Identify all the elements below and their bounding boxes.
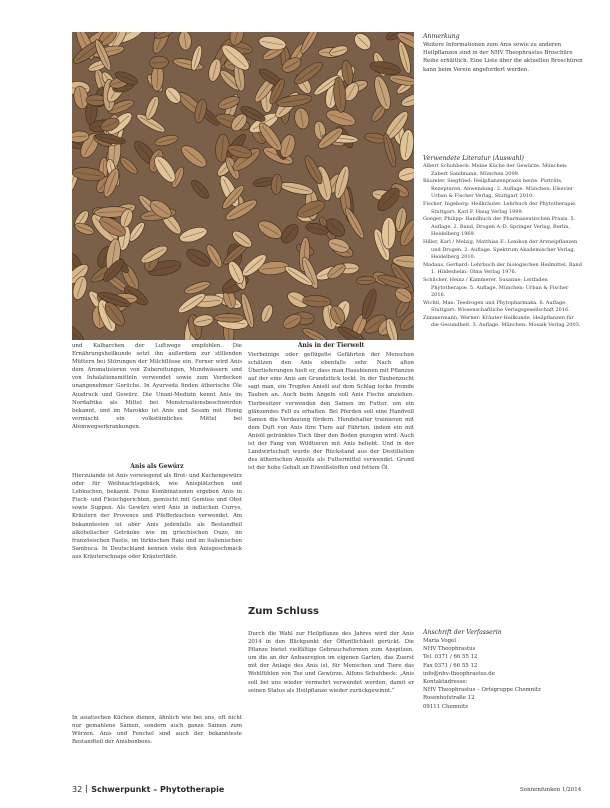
section-title: Schwerpunkt – Phytotherapie <box>91 785 225 794</box>
literature-item: Goeger, Philipp: Handbuch der Pharmazeutischen Praxis. 5. Auflage, 2. Band, Drogen A–D. Springer Verlag, Berlin, Heidelberg 1969. <box>423 216 576 238</box>
address-line: 09111 Chemnitz <box>423 703 468 710</box>
column-1-gewuerz <box>72 472 242 561</box>
address-list <box>423 637 583 711</box>
paragraph-gewuerz: Hierzulande ist Anis vorwiegend als Brot- und Kuchengewürz oder für Weihnachtsgebäck, wie Anisplätzchen und Lebkuchen, bekannt. Feine Kombinationen ergeben Anis in Fisch- und Fleischgerichten, gemischt mit Gemüse und Obst sowie Suppen. Als Gewürz wird Anis in indischen Currys, Kräutern der Provence und Pfefferkuchen verwendet. Am bekanntesten ist aber Anis jedenfalls als Bestandteil alkoholischer Getränke wie im griechischen Ouzo, im französischen Pastis, im türkischen Raki und im italienischen Sambuca. In Deutschland kennen viele den Anisgeschmack aus Kräuterschnaps oder Kräuterlikör. <box>72 473 242 560</box>
footer-divider <box>86 785 87 793</box>
footer-left <box>72 785 224 794</box>
heading-anis-tierwelt: Anis in der Tierwelt <box>297 342 365 349</box>
column-2-tierwelt <box>248 351 414 472</box>
address-line: Fax 0371 / 66 55 12 <box>423 662 478 669</box>
address-line: Maria Vogel <box>423 638 456 644</box>
page-number: 32 <box>72 785 83 794</box>
address-line: Rosenhofstraße 12 <box>423 695 475 702</box>
literature-item: Madaus, Gerhard: Lehrbuch der biologischen Heilmittel. Band 1. Hildesheim: Olms Verlag 1976. <box>423 261 582 276</box>
anmerkung-title: Anmerkung <box>423 33 460 40</box>
literature-title: Verwendete Literatur (Auswahl) <box>423 155 524 162</box>
anise-seed <box>214 313 244 322</box>
anise-seed <box>381 217 396 249</box>
address-line: NHV Theophrastus – Ortsgruppe Chemnitz <box>423 687 541 694</box>
literature-item: Schilcher, Heinz / Kammerer, Susanne: Leitfaden Phytotherapie. 5. Auflage. München: Urban & Fischer 2016. <box>423 276 569 299</box>
literature-list <box>423 163 583 330</box>
anmerkung-text: Weitere Informationen zum Anis sowie zu anderen Heilpflanzen sind in der NHV Theophrastus Broschüre Reihe erhältlich. Eine Liste über die aktuellen Broschüren kann beim Verein angefordert werden. <box>423 42 583 73</box>
footer-issue: Sonnenfunken 1/2014 <box>520 787 582 793</box>
paragraph-schluss: Durch die Wahl zur Heilpflanze des Jahres wird der Anis 2014 in den Blickpunkt der Öffentlichkeit gerückt. Die Pflanze bietet vielfältige Gebrauchsformen zum Anspitzen, um die an der Anbauregion im eigenen Garten, das Zuerst mit der Anlage des Anis ist, für Menschen und Tiere das Wohlfühlen von Tee und Gewürze. Alfons Schuhbeck: „Anis soll bei uns wieder vermehrt verwendet werden, damit er seinen Status als Heilpflanze wieder zurückgewinnt.“ <box>248 631 414 694</box>
literature-item: Fischer, Ingeborg: Heilkräuter. Lehrbuch der Phytotherapie. Stuttgart: Karl F. Haug Verlag 1999. <box>423 200 577 215</box>
paragraph-tierwelt: Vierbeinige oder geflügelte Gefährten der Menschen schätzen den Anis ebenfalls sehr. Nach alten Überlieferungen hielt er, dass man Hausbienen mit Pflanzen auf der eine Anis am Grundstück lockt. In der Taubenzucht sagt man, ein Tropfen Anisöl auf dem Schlag locke fremde Tauben an. Auch beim Angeln soll Anis Fische anziehen. Tierbesitzer verwenden den Samen im Futter, um ein glänzendes Fell zu erhalten. Bei Pferden soll eine Handvoll Samen die Verdauung fördern. Hundehalter trainieren mit dem Duft von Anis ihre Tiere auf Fährten, indem ein mit Anisöl getränktes Tuch über den Boden gezogen wird. Auch ist der Fang von Wildtieren mit Anis beliebt. Und in der Landwirtschaft wurde der Rückstand aus der Destillation des ätherischen Anisöls als Futtermittel verwendet. Grund ist der hohe Gehalt an Eiweißstoffen und fettem Öl. <box>248 352 414 472</box>
column-1-asia <box>72 714 242 746</box>
address-line: Tel. 0371 / 66 55 12 <box>423 654 478 661</box>
literature-item: Wichtl, Max: Teedrogen und Phytopharmaka. 6. Auflage. Stuttgart: Wissenschaftliche Verlagsgesellschaft 2016. <box>423 299 570 314</box>
column-2-schluss <box>248 630 414 695</box>
address-line: Kontaktadresse: <box>423 679 468 686</box>
sidebar-anmerkung <box>423 32 583 74</box>
literature-item: Bäumler, Siegfried: Heilpflanzenpraxis heute. Porträts, Rezepturen, Anwendung. 2. Auflage. München: Elsevier Urban & Fischer Verlag, Stuttgart 2010. <box>423 178 574 200</box>
sidebar-address <box>423 628 583 711</box>
sidebar-literature <box>423 154 583 330</box>
paragraph-intro: und Kalbarchen der Luftwege empfohlen. Die Ernährungsheilkunde setzt ihn außerdem zur stillenden Müttern bei Störungen der Milchflüsse ein. Ferner wird Anis dem Aromatisieren von Zubereitungen, Mundwässern und von Inhalationsmitteln verwendet sowie zum Verdecken unangenehmer Gerüche. In Ayurveda finden ätherische Öle Ausdruck und Gewürz. Die Unani-Medizin kennt Anis im Nordafrika als Mittel bei Menstruationsbeschwerden bekannt, und im Marokko ist Anis und Sesam mit Honig vermischt ein volkstümliches Mittel bei Atemwegserkrankungen. <box>72 343 242 430</box>
literature-item: Albert Schuhbeck: Meine Küche der Gewürze. München: Zabert Sandmann, München 2009. <box>423 163 568 177</box>
seeds-illustration <box>72 32 414 340</box>
anise-seeds-photo <box>72 32 414 340</box>
address-line: info@nhv-theophrastus.de <box>423 670 495 677</box>
address-title: Anschrift der Verfasserin <box>423 629 502 636</box>
literature-item: Zimmermann, Werner: Kräuter-Heilkunde. Heilpflanzen für die Gesundheit. 3. Auflage. München: Mosaik Verlag 2003. <box>423 314 581 329</box>
literature-item: Hiller, Karl / Melzig, Matthias F.: Lexikon der Arzneipflanzen und Drogen. 2. Auflage. Spektrum Akademischer Verlag, Heidelberg 2010. <box>423 238 578 261</box>
address-line: NHV Theophrastus <box>423 646 476 653</box>
heading-zum-schluss: Zum Schluss <box>248 606 319 617</box>
paragraph-asia: In asiatischen Küchen dienen, ähnlich wie bei uns, oft nicht nur gemahlene Samen, sondern auch ganze Samen zum Würzen. Anis und Fenchel sind auch der bekannteste Bestandteil der Anisbonbons. <box>72 715 242 746</box>
column-1-intro <box>72 342 242 431</box>
heading-anis-gewuerz: Anis als Gewürz <box>130 463 184 470</box>
